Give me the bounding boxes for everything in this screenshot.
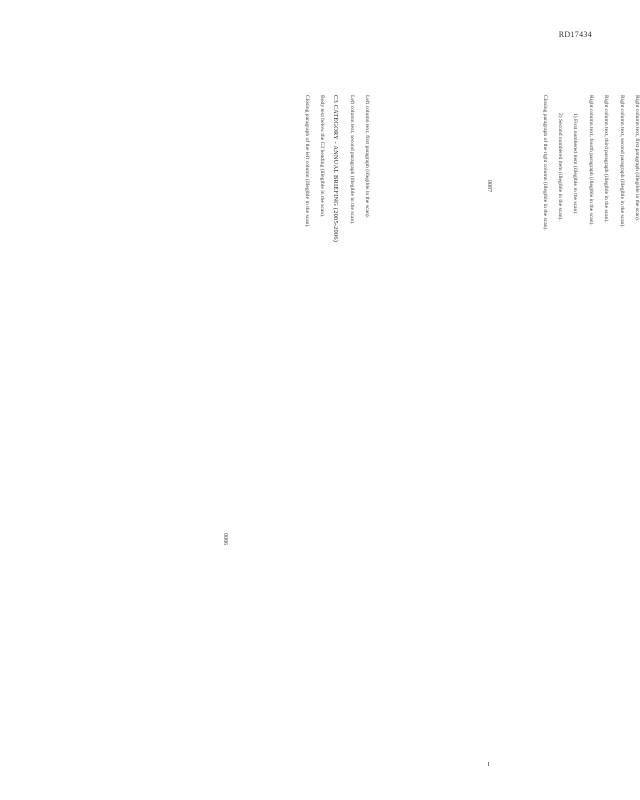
right-column-text	[380, 95, 640, 625]
right-closing: Closing paragraph of the right column (illegible in the scan).	[541, 95, 548, 231]
section-heading: C3 CATEGORY - ANNUAL BRIEFING (2005-2006)	[332, 95, 340, 243]
right-column	[380, 95, 640, 625]
left-paragraph-1: Left column text, first paragraph (illegible in the scan).	[364, 95, 370, 219]
right-list-item-2: 2) Second numbered item (illegible in the scan).	[556, 113, 563, 221]
rotated-page-spread	[40, 95, 640, 625]
left-paragraph-2: Left column text, second paragraph (illegible in the scan).	[348, 95, 355, 225]
right-paragraph-2: Right column text, second paragraph (illegible in the scan).	[618, 95, 625, 228]
right-page-number: 0087	[486, 180, 492, 192]
right-paragraph-4: Right column text, fourth paragraph (illegible in the scan).	[587, 95, 594, 226]
scan-mark	[488, 762, 489, 766]
right-paragraph-1: Right column text, first paragraph (illegible in the scan).	[634, 95, 640, 222]
left-closing: Closing paragraph of the left column (illegible in the scan).	[303, 95, 310, 228]
left-page-number: 0086	[222, 533, 228, 545]
left-column	[110, 95, 370, 625]
right-paragraph-3: Right column text, third paragraph (illegible in the scan).	[603, 95, 610, 223]
document-id: RD17434	[558, 30, 592, 39]
right-list-item-1: 1) First numbered item (illegible in the scan).	[572, 113, 579, 215]
left-column-text	[110, 95, 370, 625]
left-body: Body text below the C3 heading (illegible in the scan).	[319, 95, 326, 218]
